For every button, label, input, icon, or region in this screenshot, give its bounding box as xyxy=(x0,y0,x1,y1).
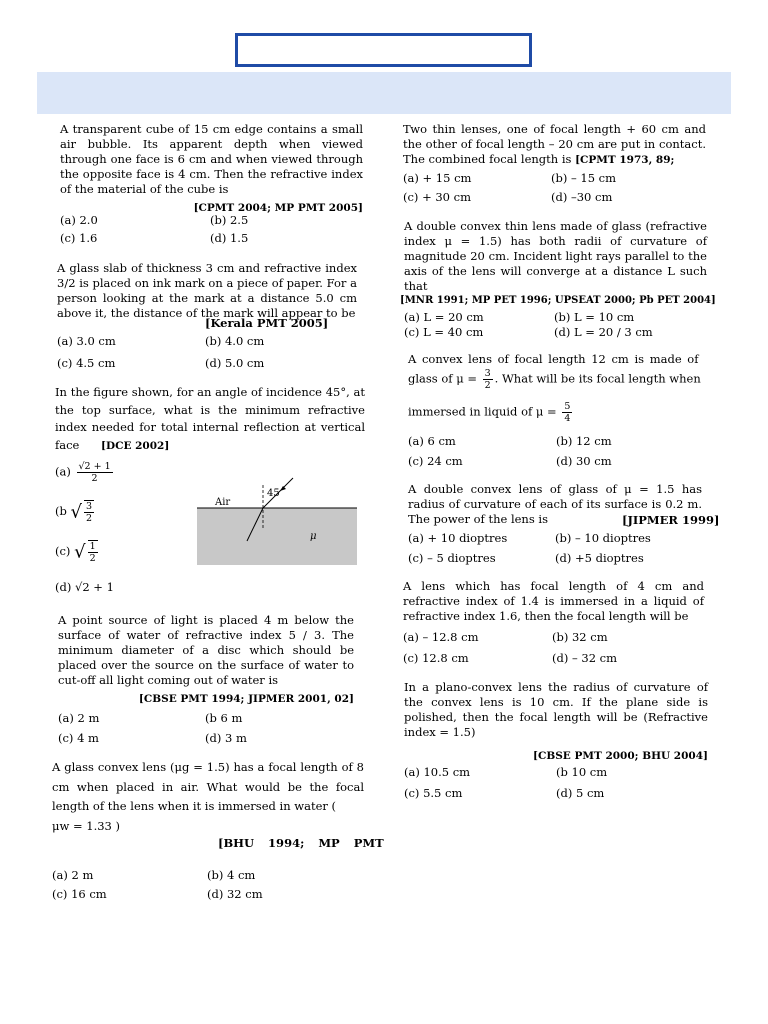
option-a: (a) + 15 cm xyxy=(403,171,472,185)
denominator: 2 xyxy=(86,513,93,524)
question-double-convex xyxy=(404,219,707,294)
option-a: (a) 6 cm xyxy=(408,434,456,448)
option-c: (c) 24 cm xyxy=(408,454,463,468)
header-band xyxy=(37,72,731,114)
option-c: (c) 4.5 cm xyxy=(57,356,116,370)
question-text: In a plano-convex lens the radius of curvature of the convex lens is 10 cm. If the plane side is polished, then the focal length will be (Refractive index = 1.5) xyxy=(404,680,708,739)
glass-block xyxy=(197,508,357,565)
option-a: (a) 2.0 xyxy=(60,213,98,227)
option-c: (c) 5.5 cm xyxy=(404,786,463,800)
air-label: Air xyxy=(215,497,231,508)
sqrt-icon: √ xyxy=(70,501,82,523)
option-c: (c) 4 m xyxy=(58,731,99,745)
question-lens-liquid xyxy=(403,579,704,624)
denominator: 2 xyxy=(89,553,96,564)
text-focal: . What will be its focal length when xyxy=(494,371,701,386)
question-text: In the figure shown, for an angle of incidence 45°, at the top surface, what is the minimum refractive index needed for total internal reflection at vertical face xyxy=(55,385,365,452)
denominator: 2 xyxy=(91,473,98,484)
angle-label: 45 xyxy=(267,488,280,499)
option-label: (c) xyxy=(55,544,71,558)
question-point-source xyxy=(58,613,354,707)
option-a: (a) 3.0 cm xyxy=(57,334,116,348)
option-d: (d) L = 20 / 3 cm xyxy=(554,325,653,339)
option-d: (d) +5 dioptres xyxy=(555,551,644,565)
question-text-line3 xyxy=(408,401,574,424)
question-source: [BHU 1994; MP PMT xyxy=(218,836,384,850)
option-a: (a) 10.5 cm xyxy=(404,765,471,779)
option-b: (b) – 15 cm xyxy=(551,171,617,185)
question-text: A convex lens of focal length 12 cm is made of xyxy=(408,352,699,366)
question-source: [Kerala PMT 2005] xyxy=(205,316,329,330)
refraction-figure xyxy=(195,475,360,575)
option-c: (c) 1.6 xyxy=(60,231,98,245)
question-source: [MNR 1991; MP PET 1996; UPSEAT 2000; Pb PET 2004] xyxy=(400,295,716,306)
option-b: (b) 4.0 cm xyxy=(205,334,265,348)
question-text: A lens which has focal length of 4 cm and refractive index of 1.4 is immersed in a liquid of refractive index 1.6, then the focal length will be xyxy=(403,579,704,623)
option-label: (b xyxy=(55,504,67,518)
option-b: (b) 4 cm xyxy=(207,868,256,882)
question-thin-lenses xyxy=(403,122,706,168)
option-a: (a) 2 m xyxy=(58,711,100,725)
option-a: (a) 2 m xyxy=(52,868,94,882)
question-text: A glass slab of thickness 3 cm and refractive index 3/2 is placed on ink mark on a piece of paper. For a person looking at the mark at a distance 5.0 cm above it, the distance of the mark will appear to be xyxy=(57,261,357,320)
title-box xyxy=(235,33,532,67)
question-text-line2 xyxy=(408,368,701,391)
option-d: (d) –30 cm xyxy=(551,190,613,204)
numerator: √2 + 1 xyxy=(78,461,111,472)
numerator: 1 xyxy=(89,541,96,552)
fraction xyxy=(562,401,572,424)
option-a: (a) + 10 dioptres xyxy=(408,531,508,545)
option-c xyxy=(55,540,100,564)
option-c: (c) + 30 cm xyxy=(403,190,471,204)
question-source: [DCE 2002] xyxy=(101,439,170,452)
question-source: [JIPMER 1999] xyxy=(622,513,720,527)
text-liquid: immersed in liquid of μ = xyxy=(408,404,557,419)
option-c: (c) – 5 dioptres xyxy=(408,551,496,565)
mu-label: μ xyxy=(310,531,317,542)
sqrt-icon: √ xyxy=(74,541,86,563)
numerator: 3 xyxy=(86,501,93,512)
text-glass: glass of μ = xyxy=(408,371,477,386)
question-text: A transparent cube of 15 cm edge contains a small air bubble. Its apparent depth when viewed through one face is 6 cm and when viewed through the opposite face is 4 cm. Then the refractive index of the material of the cube is xyxy=(60,122,363,196)
option-d: (d) √2 + 1 xyxy=(55,580,114,594)
option-c: (c) L = 40 cm xyxy=(404,325,484,339)
option-b: (b) 12 cm xyxy=(556,434,612,448)
question-convex-lens-water xyxy=(52,758,364,836)
option-c: (c) 16 cm xyxy=(52,887,107,901)
fraction xyxy=(483,368,493,391)
arrow-icon xyxy=(280,486,286,491)
option-d: (d) 30 cm xyxy=(556,454,612,468)
option-d: (d) – 32 cm xyxy=(552,651,618,665)
option-a: (a) L = 20 cm xyxy=(404,310,484,324)
question-text: A double convex lens of glass of μ = 1.5 has radius of curvature of each of its surface is 0.2 m. The power of the lens is xyxy=(408,482,702,526)
option-d: (d) 32 cm xyxy=(207,887,263,901)
question-total-internal-reflection xyxy=(55,384,365,455)
option-c: (c) 12.8 cm xyxy=(403,651,469,665)
question-source: [CPMT 1973, 89; xyxy=(575,154,675,166)
option-d: (d) 3 m xyxy=(205,731,247,745)
option-d: (d) 5 cm xyxy=(556,786,605,800)
numerator: 3 xyxy=(484,368,491,379)
option-b: (b) 2.5 xyxy=(210,213,249,227)
option-b: (b) – 10 dioptres xyxy=(555,531,651,545)
option-b xyxy=(55,500,96,524)
fraction xyxy=(88,540,98,564)
option-a: (a) – 12.8 cm xyxy=(403,630,479,644)
denominator: 2 xyxy=(484,380,491,391)
option-b: (b) 32 cm xyxy=(552,630,608,644)
question-text: Two thin lenses, one of focal length + 60 cm and the other of focal length – 20 cm are put in contact. The combined focal length is xyxy=(403,122,706,166)
question-text: A point source of light is placed 4 m below the surface of water of refractive index 5 / 3. The minimum diameter of a disc which should be placed over the source on the surface of water to cut-off all light coming out of water is xyxy=(58,613,354,687)
option-a xyxy=(55,461,115,484)
question-text: A double convex thin lens made of glass (refractive index μ = 1.5) has both radii of curvature of magnitude 20 cm. Incident light rays parallel to the axis of the lens will converge at a distance L such that xyxy=(404,219,707,293)
question-source: [CBSE PMT 1994; JIPMER 2001, 02] xyxy=(138,693,354,705)
question-text-cont: μw = 1.33 ) xyxy=(52,818,121,833)
question-text: A glass convex lens (μg = 1.5) has a focal length of 8 cm when placed in air. What would be the focal length of the lens when it is immersed in water ( xyxy=(52,760,364,813)
option-label: (a) xyxy=(55,464,71,479)
question-plano-convex xyxy=(404,680,708,764)
option-d: (d) 5.0 cm xyxy=(205,356,265,370)
option-b: (b 10 cm xyxy=(556,765,608,779)
fraction xyxy=(84,500,94,524)
option-b: (b) L = 10 cm xyxy=(554,310,635,324)
question-cube xyxy=(60,122,363,216)
fraction xyxy=(77,461,113,484)
question-source: [CBSE PMT 2000; BHU 2004] xyxy=(533,750,708,762)
denominator: 4 xyxy=(564,413,571,424)
option-b: (b 6 m xyxy=(205,711,243,725)
question-glass-slab xyxy=(57,261,357,321)
option-d: (d) 1.5 xyxy=(210,231,249,245)
numerator: 5 xyxy=(564,401,571,412)
question-source: [CPMT 2004; MP PMT 2005] xyxy=(193,202,363,214)
